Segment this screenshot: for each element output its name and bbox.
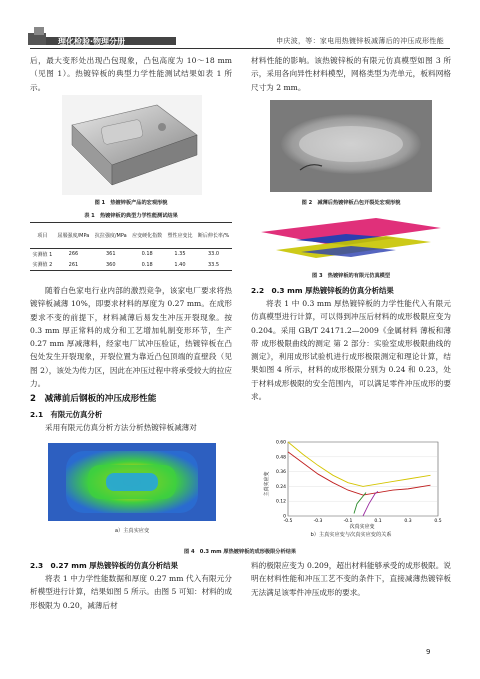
table-1-caption: 表 1 热镀锌板的典型力学性能测试结果 xyxy=(84,213,178,219)
table-cell: 实测值 1 xyxy=(32,251,53,258)
y-tick-label: 0.36 xyxy=(275,470,286,476)
y-tick-label: 0.60 xyxy=(275,440,286,446)
figure-4b-caption: b）主真实应变与次真实应变的关系 xyxy=(310,532,392,538)
section-2-3-heading: 2.3 0.27 mm 厚热镀锌板的仿真分析结果 xyxy=(30,561,178,570)
series-line-1 xyxy=(288,452,431,495)
table-cell: 33.5 xyxy=(207,261,220,268)
x-tick-label: 0.3 xyxy=(404,519,412,524)
x-tick-label: 0.1 xyxy=(374,519,382,524)
figure-3-caption: 图 3 热镀锌板的有限元仿真模型 xyxy=(311,273,391,279)
figure-2-caption: 图 2 减薄后热镀锌板凸包开裂处宏观形貌 xyxy=(301,200,401,206)
x-tick-label: -0.5 xyxy=(283,519,293,524)
table-cell: 360 xyxy=(106,261,116,268)
table-1-header-cell: 项目 xyxy=(37,233,48,239)
journal-logo-graphic xyxy=(28,25,188,47)
section-2-1-heading: 2.1 有限元仿真分析 xyxy=(30,410,103,419)
figure-1-caption: 图 1 热镀锌板产品的宏观形貌 xyxy=(94,200,168,206)
left-paragraph-2-1: 采用有限元仿真分析方法分析热镀锌板减薄对 xyxy=(45,423,197,432)
figure-4a-caption: a）主真实应变 xyxy=(114,528,150,534)
x-axis-label: 次真实应变 xyxy=(349,524,375,530)
flc-chart-svg xyxy=(258,434,444,530)
table-cell: 0.18 xyxy=(141,261,153,268)
table-cell: 实测值 2 xyxy=(32,262,53,269)
x-tick-label: -0.1 xyxy=(343,519,353,524)
table-1 xyxy=(30,222,232,271)
table-cell: 0.18 xyxy=(141,251,153,258)
table-1-header-cell: 断后伸长率/% xyxy=(197,233,230,239)
series-line-0 xyxy=(288,442,431,486)
figure-3-image xyxy=(256,210,446,265)
figure-2-image xyxy=(270,100,432,192)
table-1-header-cell: 屈服强度/MPa xyxy=(57,233,90,239)
y-tick-label: 0 xyxy=(283,514,286,520)
table-1-header-cell: 塑性应变比 xyxy=(167,233,193,239)
table-cell: 1.40 xyxy=(174,261,186,268)
running-title: 申庆波，等：家电用热镀锌板减薄后的冲压成形性能 xyxy=(276,37,444,45)
journal-logo xyxy=(28,25,188,47)
table-cell: 33.0 xyxy=(207,251,220,258)
table-row xyxy=(30,249,232,260)
table-1-header-cell: 抗拉强度/MPa xyxy=(94,233,127,239)
y-tick-label: 0.12 xyxy=(275,499,286,505)
figure-4-caption: 图 4 0.3 mm 厚热镀锌板的成形极限分析结果 xyxy=(183,549,297,555)
table-cell: 361 xyxy=(106,251,116,258)
right-paragraph-top: 材料性能的影响。该热镀锌板的有限元仿真模型如图 3 所示，采用各向异性材料模型，网格类型为壳单元，板料网格尺寸为 2 mm。 xyxy=(251,56,451,92)
figure-4b-chart xyxy=(258,434,444,530)
left-paragraph-mid: 随着白色家电行业内部的激烈竞争，该家电厂要求将热镀锌板减薄 10%，即要求材料的厚度为 0.27 mm。在成形要求不变的前提下，材料减薄后易发生冲压开裂现象。按 0.3 mm 厚正常料的成分和工艺增加轧制变形环节，生产 0.27 mm 厚减薄料，经家电厂试冲压验证，热镀锌板在凸包处发生开裂现象，开裂位置为靠近凸包顶端的直壁段（见图 2），该处为传力区，因此在冲压过程中将承受较大的拉应力。 xyxy=(30,286,232,389)
section-2-2-heading: 2.2 0.3 mm 厚热镀锌板的仿真分析结果 xyxy=(251,286,394,295)
bottom-right-paragraph: 料的极限应变为 0.209，超出材料能够承受的成形极限。说明在材料性能和冲压工艺不变的条件下，直接减薄热镀锌板无法满足该零件冲压成形的要求。 xyxy=(251,561,451,597)
header-rule xyxy=(30,48,450,49)
table-cell: 266 xyxy=(68,251,79,258)
section-2-heading: 2 减薄前后钢板的冲压成形性能 xyxy=(30,394,157,404)
figure-4a-image xyxy=(48,443,216,521)
y-axis-label: 主真实应变 xyxy=(264,471,270,497)
table-1-header-cell: 应变硬化指数 xyxy=(132,233,163,239)
bottom-left-paragraph: 将表 1 中力学性能数据和厚度 0.27 mm 代入有限元分析模型进行计算，结果如图 5 所示。由图 5 可知：材料的成形极限为 0.20，减薄后材 xyxy=(30,574,232,610)
figure-1-image xyxy=(62,95,202,195)
table-row xyxy=(30,260,232,271)
page-number: 9 xyxy=(426,648,431,656)
x-tick-label: 0.5 xyxy=(434,519,442,524)
left-paragraph-top: 后，最大变形处出现凸包现象，凸包高度为 10～18 mm（见图 1）。热镀锌板的典型力学性能测试结果如表 1 所示。 xyxy=(30,56,232,92)
y-tick-label: 0.48 xyxy=(275,455,286,461)
series-line-2 xyxy=(354,493,366,514)
journal-logo-text: 理化检验·物理分册 xyxy=(58,37,126,46)
table-cell: 261 xyxy=(68,261,79,268)
y-tick-label: 0.24 xyxy=(275,484,286,490)
plot-frame xyxy=(288,442,438,516)
table-cell: 1.35 xyxy=(174,251,186,258)
right-paragraph-2-2: 将表 1 中 0.3 mm 厚热镀锌板的力学性能代入有限元仿真模型进行计算，可以得到冲压后材料的成形极限应变为 0.204。采用 GB/T 24171.2—2009《金属材料 薄板和薄带 成形极限曲线的测定 第 2 部分：实验室成形极限曲线的测定》，利用成形试验机进行成形极限测定和理论计算，结果如图 4 所示，材料的成形极限分别为 0.24 和 0.23，处于材料成形极限的安全范围内，可以满足零件冲压成形的要求。 xyxy=(251,299,451,402)
x-tick-label: -0.3 xyxy=(313,519,323,524)
